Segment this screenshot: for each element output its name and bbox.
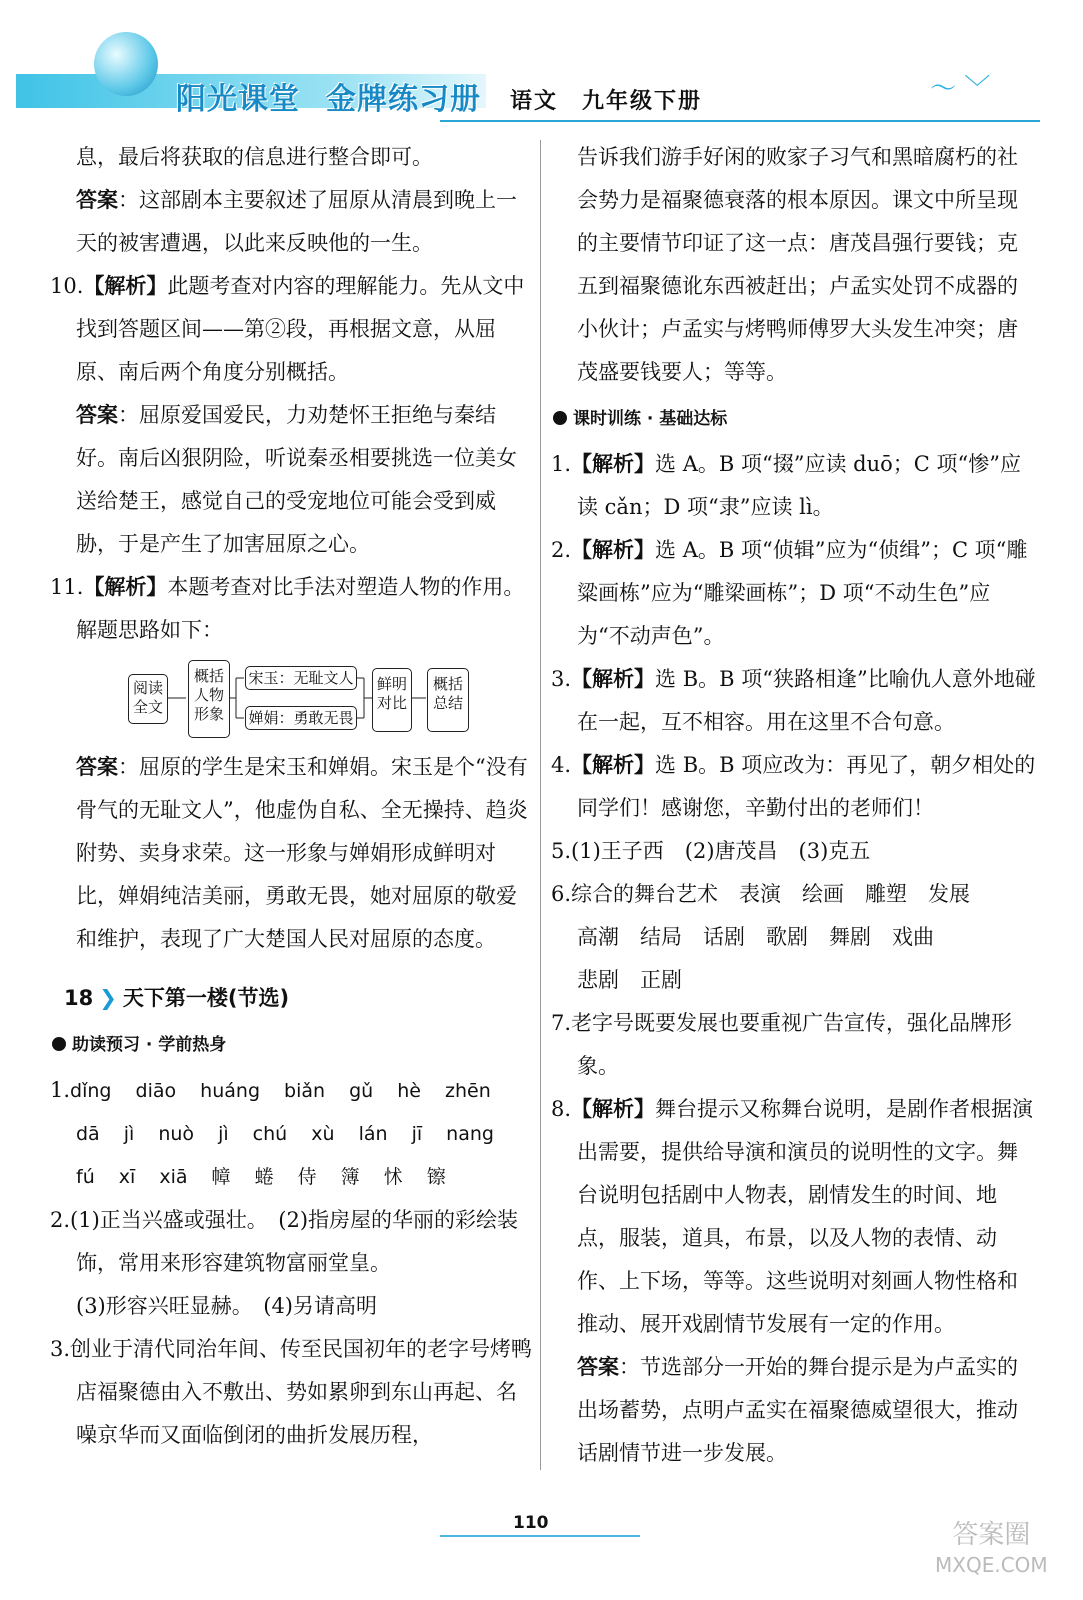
answer-line: 悲剧 正剧 <box>577 968 682 992</box>
answer-label: 答案 <box>76 403 118 427</box>
watermark-line: 答案圈 <box>952 1520 1031 1550</box>
diagram-box-chanjuan: 婵娟：勇敢无畏 <box>245 706 357 730</box>
brand-logo <box>16 30 486 122</box>
answer-label: 答案 <box>76 188 118 212</box>
question-4 <box>551 744 1037 830</box>
diagram-box-songyu: 宋玉：无耻文人 <box>245 666 357 690</box>
question-number: 2. <box>551 538 572 562</box>
subject: 语文 <box>510 88 559 114</box>
question-1 <box>551 443 1037 529</box>
answer <box>76 746 536 961</box>
watermark-line: MXQE.COM <box>935 1553 1048 1577</box>
analysis-label: 【解析】 <box>571 538 656 562</box>
brand-name: 阳光课堂 <box>176 82 300 117</box>
question-7 <box>551 1002 1037 1088</box>
analysis-text: 选 A。B 项“掇”应读 duō；C 项“惨”应读 cǎn；D 项“隶”应读 lì。 <box>577 452 1021 519</box>
answer-text: ：这部剧本主要叙述了屈原从清晨到晚上一天的被害遭遇，以此来反映他的一生。 <box>76 188 517 255</box>
question-11 <box>50 566 536 652</box>
analysis-label: 【解析】 <box>571 667 656 691</box>
right-column <box>551 136 1037 1475</box>
analysis-label: 【解析】 <box>83 575 168 599</box>
question-number: 8. <box>551 1097 572 1121</box>
analysis-text: 选 B。B 项“狭路相逢”比喻仇人意外地碰在一起，互不相容。用在这里不合句意。 <box>577 667 1036 734</box>
column-divider <box>540 140 541 1470</box>
answer <box>76 179 536 265</box>
answer <box>577 1346 1037 1475</box>
answer-label: 答案 <box>76 755 118 779</box>
answer-line: 高潮 结局 话剧 歌剧 舞剧 戏曲 <box>577 925 934 949</box>
question-5 <box>551 830 1037 873</box>
item-3 <box>50 1328 536 1457</box>
grade: 九年级下册 <box>582 88 703 114</box>
question-2 <box>551 529 1037 658</box>
left-column <box>50 136 536 1457</box>
thinking-diagram <box>126 660 536 738</box>
analysis-label: 【解析】 <box>571 1097 656 1121</box>
answer-text: ：屈原的学生是宋玉和婵娟。宋玉是个“没有骨气的无耻文人”，他虚伪自私、全无操持、趋炎附势、卖身求荣。这一形象与婵娟形成鲜明对比，婵娟纯洁美丽，勇敢无畏，她对屈原的敬爱和维护，表现了广大楚国人民对屈原的态度。 <box>76 755 528 951</box>
question-number: 6. <box>551 882 572 906</box>
diagram-box-summarize: 概括人物形象 <box>188 660 230 738</box>
question-number: 5. <box>551 839 572 863</box>
lesson-number: 18 <box>64 986 94 1010</box>
lesson-heading <box>64 977 536 1020</box>
question-10 <box>50 265 536 394</box>
diagram-box-read: 阅读全文 <box>128 674 168 724</box>
section-heading <box>553 398 1037 441</box>
question-number: 7. <box>551 1011 572 1035</box>
section-bullet-icon <box>52 1037 66 1051</box>
series-name: 金牌练习册 <box>326 82 481 117</box>
analysis-text: 选 A。B 项“侦辑”应为“侦缉”；C 项“雕粱画栋”应为“雕梁画栋”；D 项“不动生色”应为“不动声色”。 <box>577 538 1028 648</box>
item-text: 创业于清代同治年间、传至民国初年的老字号烤鸭店福聚德由入不敷出、势如累卵到东山再起、名噪京华而又面临倒闭的曲折发展历程， <box>70 1337 533 1447</box>
diagram-box-contrast: 鲜明对比 <box>372 668 412 732</box>
item-number: 3. <box>50 1337 71 1361</box>
subject-grade <box>510 84 702 115</box>
item-number: 2. <box>50 1208 71 1232</box>
answer-text: ：节选部分一开始的舞台提示是为卢孟实的出场蓄势，点明卢孟实在福聚德威望很大，推动话剧情节进一步发展。 <box>577 1355 1018 1465</box>
analysis-label: 【解析】 <box>571 452 656 476</box>
paragraph: 告诉我们游手好闲的败家子习气和黑暗腐朽的社会势力是福聚德衰落的根本原因。课文中所呈现的主要情节印证了这一点：唐茂昌强行要钱；克五到福聚德讹东西被赶出；卢孟实处罚不成器的小伙计；卢孟实与烤鸭师傅罗大头发生冲突；唐茂盛要钱要人；等等。 <box>577 145 1018 384</box>
analysis-text: 舞台提示又称舞台说明，是剧作者根据演出需要，提供给导演和演员的说明性的文字。舞台说明包括剧中人物表，剧情发生的时间、地点，服装，道具，布景，以及人物的表情、动作、上下场，等等。这些说明对刻画人物性格和推动、展开戏剧情节发展有一定的作用。 <box>577 1097 1034 1336</box>
section-heading <box>52 1024 536 1067</box>
section-bullet-icon <box>553 411 567 425</box>
item-2 <box>50 1199 536 1285</box>
analysis-label: 【解析】 <box>571 753 656 777</box>
item-2-cont: (3)形容兴旺显赫。 (4)另请高明 <box>76 1294 377 1318</box>
page-number: 110 <box>513 1513 549 1533</box>
question-number: 4. <box>551 753 572 777</box>
question-8 <box>551 1088 1037 1346</box>
answer-text: (1)王子西 (2)唐茂昌 (3)克五 <box>571 839 871 863</box>
question-number: 10. <box>50 274 84 298</box>
analysis-text: 此题考查对内容的理解能力。先从文中找到答题区间——第②段，再根据文意，从屈原、南后两个角度分别概括。 <box>76 274 525 384</box>
analysis-text: 选 B。B 项应改为：再见了，朝夕相处的同学们！感谢您，辛勤付出的老师们！ <box>577 753 1036 820</box>
birds-icon: 〜 ﹀ <box>930 74 991 104</box>
section-title: 助读预习 · 学前热身 <box>72 1035 227 1055</box>
chevron-right-icon: ❯ <box>99 986 117 1010</box>
pinyin-line: dǐng diāo huáng biǎn gǔ hè zhēn <box>70 1080 491 1102</box>
question-6 <box>551 873 1037 916</box>
item-number: 1. <box>50 1078 71 1102</box>
analysis-label: 【解析】 <box>83 274 168 298</box>
answer <box>76 394 536 566</box>
question-number: 3. <box>551 667 572 691</box>
question-number: 11. <box>50 575 84 599</box>
item-text: (1)正当兴盛或强壮。 (2)指房屋的华丽的彩绘装饰，常用来形容建筑物富丽堂皇。 <box>70 1208 519 1275</box>
question-number: 1. <box>551 452 572 476</box>
globe-icon <box>94 32 158 96</box>
item-1 <box>50 1069 536 1113</box>
pinyin-line: dā jì nuò jì chú xù lán jī nang <box>76 1123 494 1145</box>
answer-text: ：屈原爱国爱民，力劝楚怀王拒绝与秦结好。南后凶狠阴险，听说秦丞相要挑选一位美女送给楚王，感觉自己的受宠地位可能会受到威胁，于是产生了加害屈原之心。 <box>76 403 517 556</box>
answer-label: 答案 <box>577 1355 619 1379</box>
diagram-box-conclude: 概括总结 <box>427 668 469 732</box>
lesson-title: 天下第一楼(节选) <box>122 986 290 1010</box>
paragraph: 息，最后将获取的信息进行整合即可。 <box>76 145 433 169</box>
answer-text: 综合的舞台艺术 表演 绘画 雕塑 发展 <box>571 882 971 906</box>
pinyin-line: fú xī xiā 幛 蜷 侍 簿 怵 镲 <box>76 1166 446 1188</box>
section-title: 课时训练 · 基础达标 <box>573 409 728 429</box>
answer-text: 老字号既要发展也要重视广告宣传，强化品牌形象。 <box>571 1011 1013 1078</box>
footer-rule <box>440 1535 640 1537</box>
page-header <box>0 0 1083 140</box>
brand-title <box>176 74 507 118</box>
header-rule <box>440 120 1040 122</box>
page-footer <box>0 1505 1083 1545</box>
question-3 <box>551 658 1037 744</box>
analysis-text: 本题考查对比手法对塑造人物的作用。解题思路如下： <box>76 575 525 642</box>
watermark <box>935 1520 1048 1580</box>
